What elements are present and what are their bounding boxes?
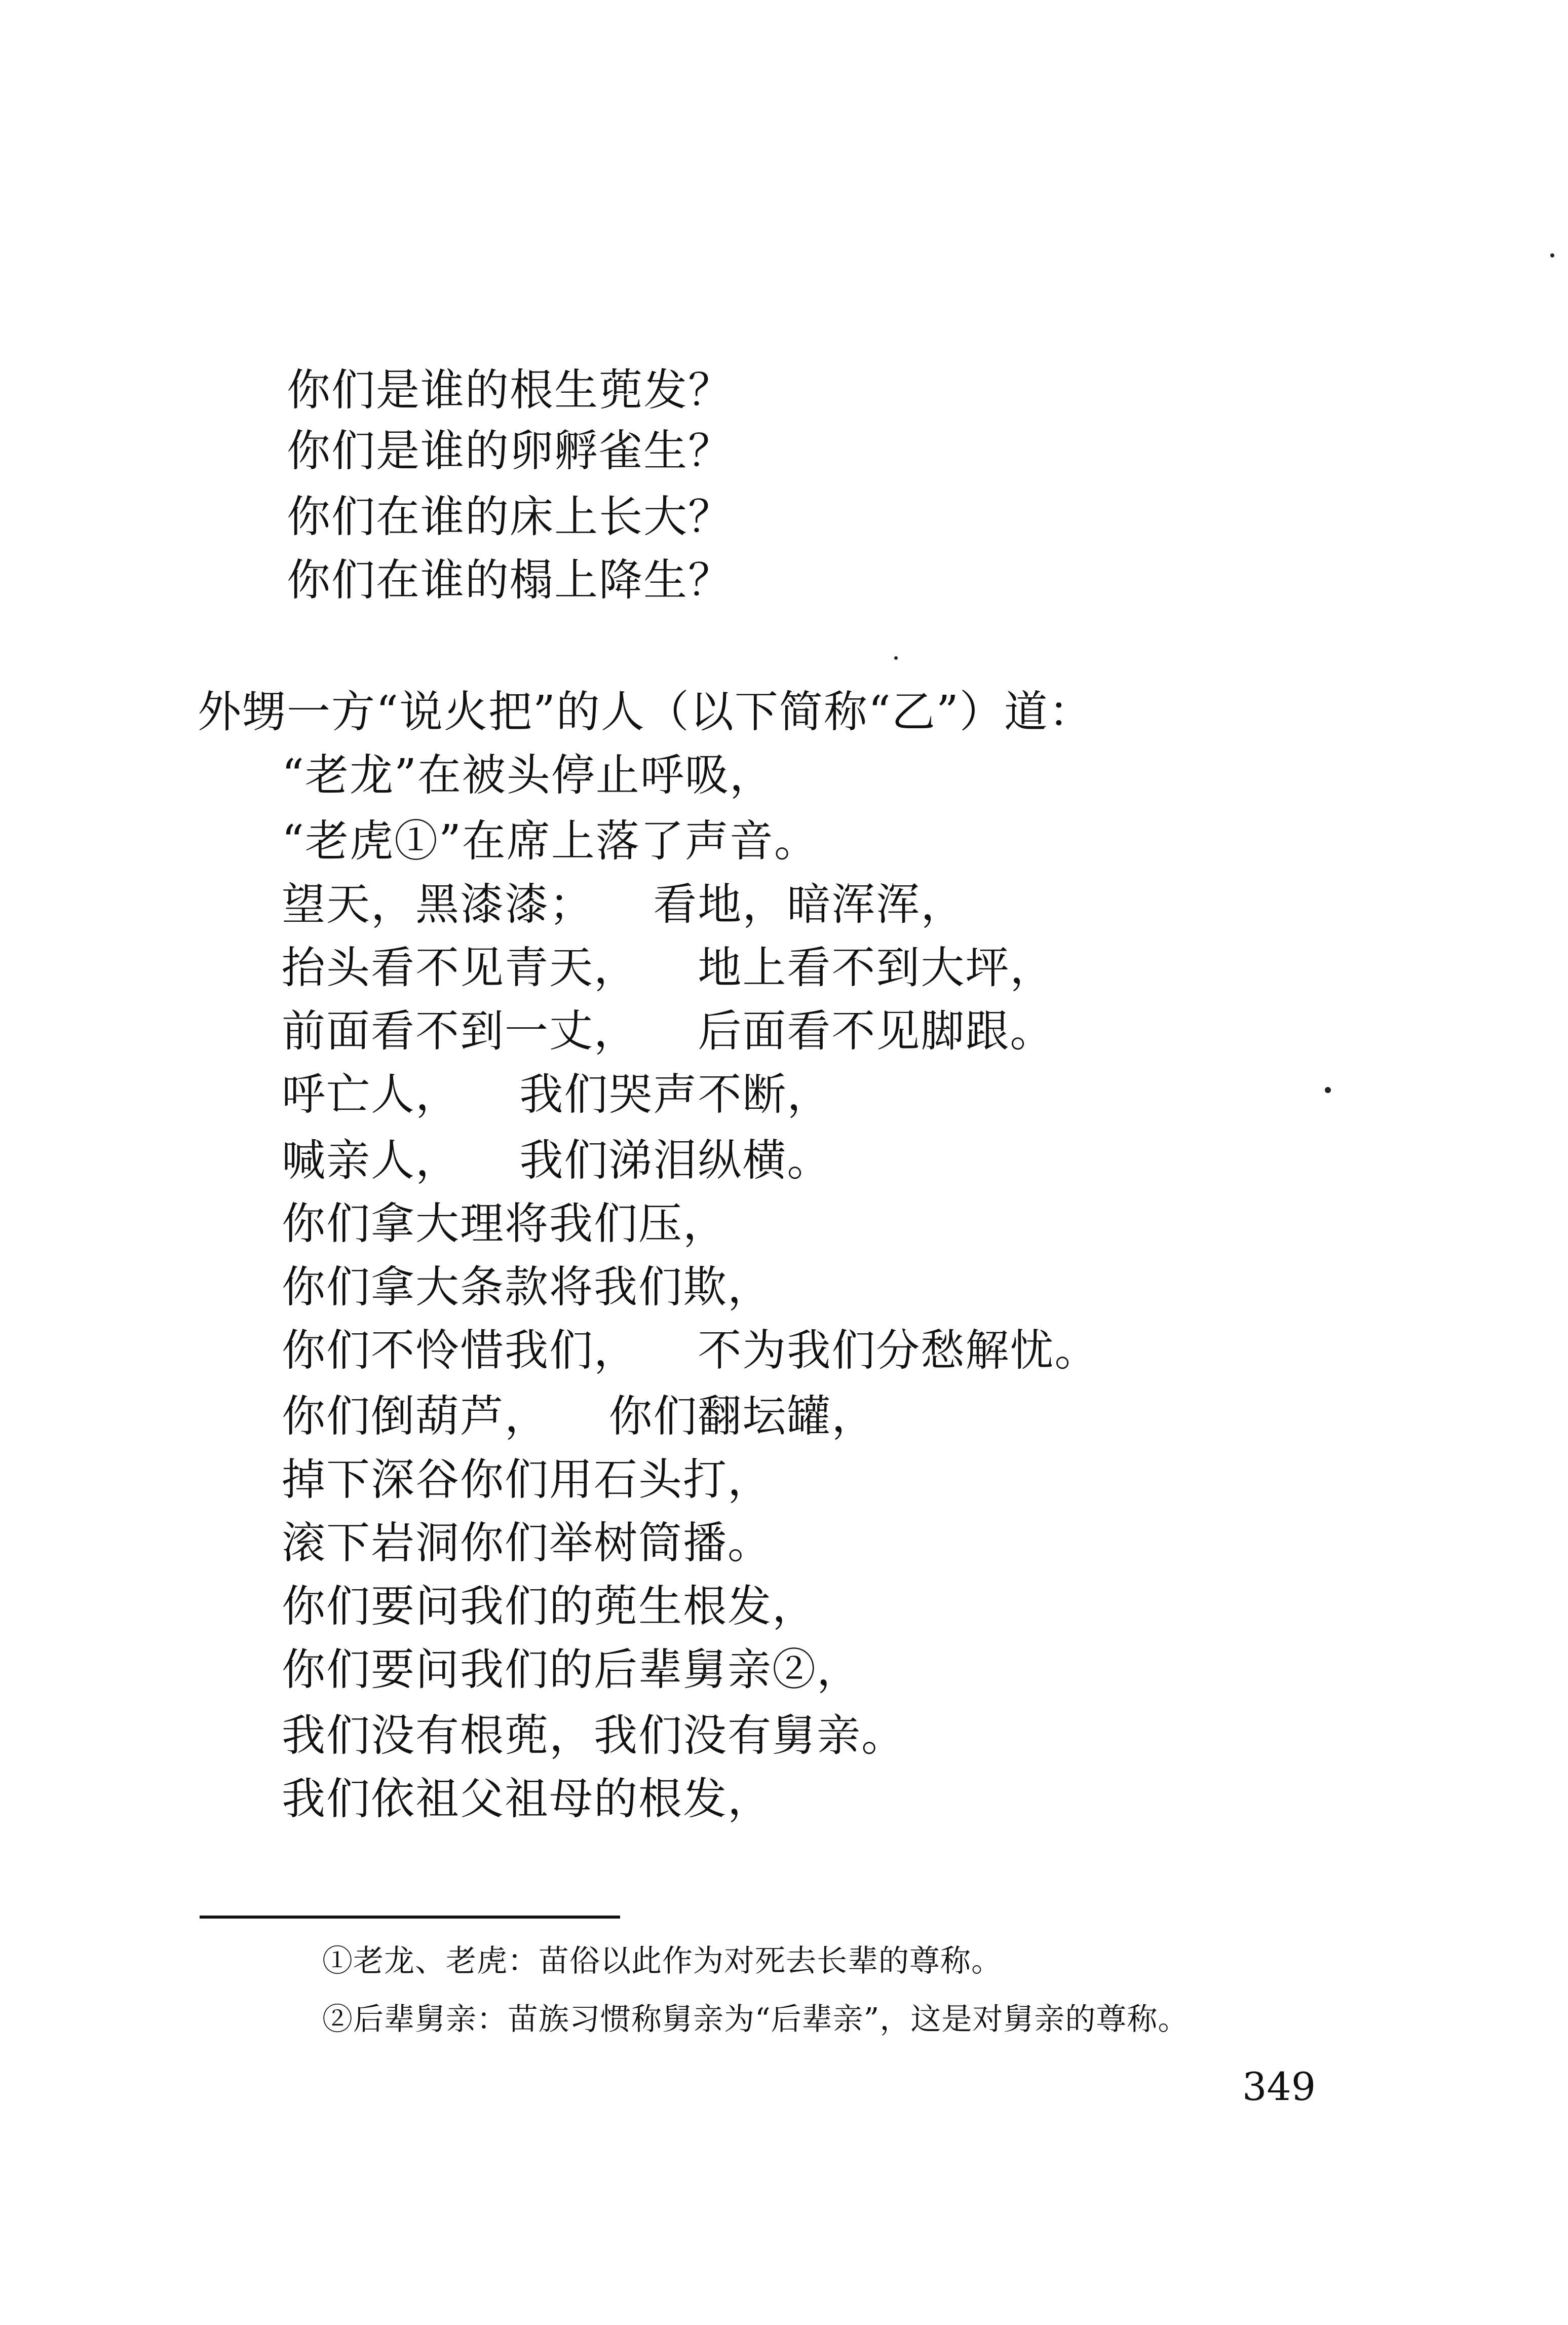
scan-speck [1550, 253, 1554, 257]
scan-speck [894, 656, 898, 660]
verse-line: 你们在谁的床上长大？ [287, 492, 733, 542]
verse-line: 你们在谁的榻上降生？ [287, 555, 733, 606]
footnote-divider [200, 1916, 620, 1919]
verse-line: 喊亲人， 我们涕泪纵横。 [282, 1135, 832, 1186]
verse-line: 你们是谁的卵孵雀生？ [287, 426, 733, 476]
verse-line: 抬头看不见青天， 地上看不到大坪， [282, 943, 1055, 993]
verse-line: “老虎①”在席上落了声音。 [282, 816, 819, 867]
verse-line: 掉下深谷你们用石头打， [282, 1454, 772, 1505]
footnote: ①老龙、老虎：苗俗以此作为对死去长辈的尊称。 [322, 1943, 1002, 1979]
verse-line: 你们要问我们的蔸生根发， [282, 1581, 817, 1632]
footnote: ②后辈舅亲：苗族习惯称舅亲为“后辈亲”，这是对舅亲的尊称。 [322, 2002, 1189, 2037]
verse-line: 你们是谁的根生蔸发？ [287, 365, 733, 416]
scan-speck [1325, 1087, 1331, 1093]
verse-line: 你们要问我们的后辈舅亲②， [282, 1644, 861, 1695]
verse-line: 前面看不到一丈， 后面看不见脚跟。 [282, 1006, 1055, 1057]
verse-line: 我们没有根蔸，我们没有舅亲。 [282, 1710, 906, 1761]
verse-line: 你们拿大理将我们压， [282, 1198, 728, 1249]
speaker-line: 外甥一方“说火把”的人（以下简称“乙”）道： [198, 687, 1093, 737]
verse-line: 呼亡人， 我们哭声不断， [282, 1069, 832, 1120]
verse-line: “老龙”在被头停止呼吸， [282, 750, 774, 801]
verse-line: 你们不怜惜我们， 不为我们分愁解忧。 [282, 1325, 1099, 1376]
verse-line: 你们倒葫芦， 你们翻坛罐， [282, 1391, 876, 1442]
verse-line: 滚下岩洞你们举树筒播。 [282, 1518, 772, 1568]
verse-line: 我们依祖父祖母的根发， [282, 1774, 772, 1824]
verse-line: 望天，黑漆漆； 看地，暗浑浑， [282, 879, 966, 930]
page-number: 349 [1242, 2064, 1316, 2109]
verse-line: 你们拿大条款将我们欺， [282, 1262, 772, 1312]
